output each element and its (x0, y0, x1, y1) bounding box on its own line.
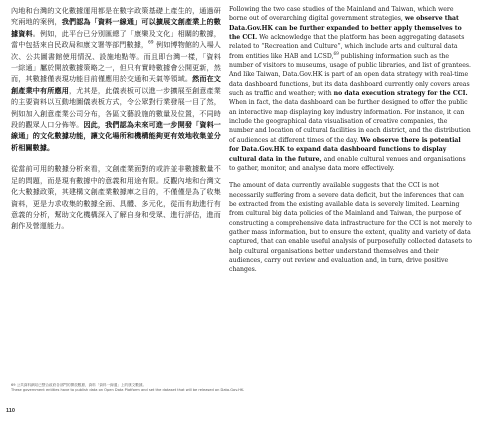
english-text: and enable cultural venues and organisations to gather, monitor, and analyse data more effectively. (229, 155, 466, 172)
page-number: 110 (6, 408, 15, 414)
chinese-bold-text: 然而在文創產業中有所應用 (11, 74, 222, 95)
chinese-column (11, 5, 221, 232)
english-text: Following the two case studies of the Mainland and Taiwan, which were borne out of overarching digital government strategies, (229, 6, 454, 23)
english-bold-text: we observe that Data.Gov.HK can be further expanded to better apply themselves to the CCI. (229, 15, 462, 42)
footnote-en: These government entities have to publish data on Open Data Platform and set the dataset that will be released on Data.Gov.HK. (11, 388, 245, 393)
english-bold-text: We observe there is potential for Data.Gov.HK to expand data dashboard functions to display cultural data in the future, (229, 136, 461, 163)
footnote-ref: 69 (333, 50, 339, 56)
english-bold-text: no data execution strategy for the CCI. (333, 90, 468, 98)
chinese-bold-text: 我們認為「資料一線通」可以擴展文創產業上的數據資料 (11, 17, 221, 38)
chinese-text: 內地和台灣的文化數據運用都是在數字政策基礎上產生的，通過研究兩地的案例， (11, 6, 221, 27)
english-text: publishing information such as the number of visitors to museums, usage of public libraries, and list of grantees. And like Taiwan, Data.Gov.HK is part of an open data strategy with real-time data dashboard functions, but its data dashboard currently only covers areas such as traffic and weather; with (229, 52, 471, 98)
english-text: We acknowledge that the platform has been aggregating datasets related to “Recreation and Culture”, which include arts and cultural data from entities like HAB and LCSD, (229, 34, 465, 60)
chinese-paragraph-1 (11, 5, 221, 153)
footnotes (11, 383, 471, 393)
chinese-bold-text: 因此，我們認為未來可進一步開發「資料一線通」的文化數據功能，讓文化場所和機構能夠更有效地收集並分析相關數據。 (11, 120, 222, 152)
chinese-text: 例如博物館的入場人次、公共圖書館使用情況、設施地點等。而且即台灣一樣，「資料一綜通」屬於開放數據策略之一，但只有實時數據會公開更新，然而，其數據僅表現功能目前僅應用於交通和天氣等領域。 (11, 40, 221, 84)
chinese-paragraph-2: 從當前可用的數據分析來看，文創產業面對的或許並非數據數量不足的問題，而是現有數據中的意義和用途有限。反觀內地和台灣文化大數據政策，其建構文創產業數據庫之目的，不僅僅是為了收集資料，更是力求收集的數據全面、具體、多元化，從而有助進行有意義的分析，幫助文化機構深入了解自身和受眾、進行評估，進而創作及營運能力。 (11, 164, 221, 231)
english-text: When in fact, the data dashboard can be further designed to offer the public an interactive map displaying key industry information. For instance, it can include the geographical data visualisation of creative companies, the number and location of cultural facilities in each district, and the distribution of audiences at different times of the day. (229, 99, 471, 144)
footnote-ref: 69 (148, 39, 154, 45)
footnote-zh: 69 公共資料網站已整合政府各部門的開放數據，資料「資料一線通」上的康文數據。 (11, 383, 147, 387)
english-paragraph-2: The amount of data currently available suggests that the CCI is not necessarily suffering from a severe data deficit, but the inferences that can be extracted from the existing available data is severely limited. Learning from cultural big data policies of the Mainland and Taiwan, the purpose of constructing a comprehensive data infrastructure for the CCI is not merely to gather mass information, but to ensure the extent, quality and variety of data captured, that can enable useful analysis of purposefully collected datasets to help cultural organisations better understand themselves and their audiences, carry out review and evaluation and, in turn, drive positive changes. (229, 182, 473, 274)
chinese-text: ，尤其是，此儀表板可以進一步擴展至創意產業的主要資料以互動地圖儀表板方式，令公眾對行業發展一目了然，例如加入創意產業公司分布，各區文藝設施的數量及位置，不同時段的觀眾人口分佈等。 (11, 85, 221, 130)
chinese-text: 。例如，此平台已分別匯總了「康樂及文化」相關的數據，當中包括來自民政局和康文署等部門數據， (11, 28, 221, 50)
english-paragraph-1 (229, 5, 472, 173)
english-column (229, 5, 472, 275)
